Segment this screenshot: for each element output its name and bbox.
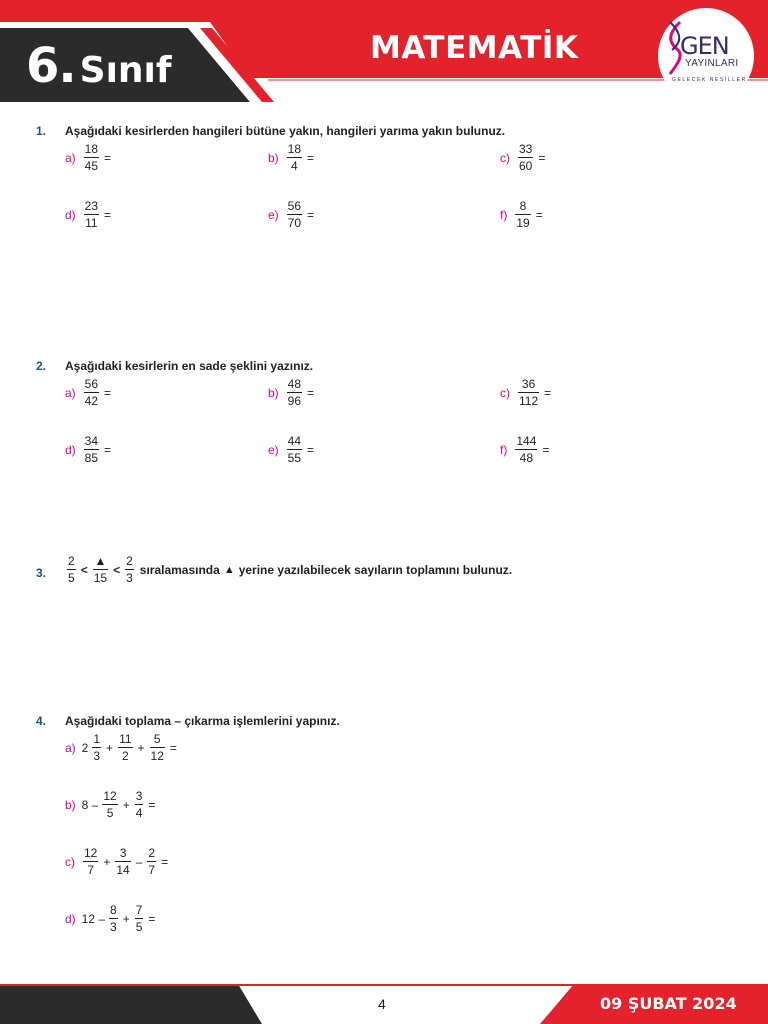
q1-item-e [268, 199, 317, 230]
fraction [102, 789, 117, 820]
page-number: 4 [378, 996, 386, 1012]
item-label: f) [500, 207, 508, 222]
fraction [515, 434, 537, 465]
denominator: 5 [68, 571, 75, 585]
denominator: 3 [93, 749, 101, 763]
equals-sign: = [148, 911, 156, 926]
q1-item-c [500, 142, 548, 173]
q4-item-d [65, 903, 158, 934]
denominator: 4 [135, 806, 143, 820]
logo-tagline: GELECEK NESİLLER [672, 77, 747, 83]
fraction [515, 199, 530, 230]
q1-item-d [65, 199, 114, 230]
q2-item-e [268, 434, 317, 465]
numerator: 33 [519, 142, 533, 156]
numerator: 5 [153, 732, 161, 746]
numerator: 11 [119, 732, 132, 746]
item-label: b) [268, 385, 279, 400]
whole-number: 8 – [81, 797, 99, 812]
denominator: 15 [93, 571, 108, 585]
question-number: 4. [36, 714, 47, 728]
equals-sign: = [307, 207, 315, 222]
q2-item-f [500, 434, 552, 465]
q3-inequality [65, 554, 512, 585]
q2-item-a [65, 377, 114, 408]
numerator: 8 [110, 903, 117, 917]
item-label: e) [268, 207, 279, 222]
triangle-icon: ▲ [223, 563, 235, 576]
page-footer [0, 984, 768, 1024]
item-label: b) [268, 150, 279, 165]
denominator: 60 [519, 159, 533, 173]
q2-item-d [65, 434, 114, 465]
equals-sign: = [307, 442, 315, 457]
denominator: 14 [116, 863, 130, 877]
fraction [118, 732, 132, 763]
fraction [135, 903, 144, 934]
numerator: 34 [84, 434, 99, 448]
numerator: 8 [519, 199, 527, 213]
item-label: a) [65, 740, 76, 755]
equals-sign: = [307, 150, 315, 165]
denominator: 12 [150, 749, 164, 763]
item-label: c) [65, 854, 75, 869]
numerator: 12 [84, 846, 98, 860]
denominator: 2 [121, 749, 129, 763]
logo-publisher: YAYINLARI [685, 58, 739, 69]
fraction [135, 789, 144, 820]
numerator: 1 [93, 732, 101, 746]
numerator: 18 [84, 142, 99, 156]
question-number: 3. [36, 566, 47, 580]
numerator: 2 [148, 846, 156, 860]
fraction [518, 142, 533, 173]
question-text: Aşağıdaki kesirlerin en sade şeklini yazınız. [65, 359, 314, 373]
denominator: 42 [84, 394, 99, 408]
whole-number: 2 [81, 740, 89, 755]
item-label: a) [65, 150, 76, 165]
denominator: 45 [84, 159, 99, 173]
equals-sign: = [104, 385, 112, 400]
fraction [84, 199, 99, 230]
equals-sign: = [161, 854, 169, 869]
whole-number: 12 – [81, 911, 106, 926]
fraction [84, 434, 99, 465]
denominator: 4 [291, 159, 298, 173]
fraction [150, 732, 165, 763]
q1-item-a [65, 142, 114, 173]
grade-title [26, 38, 172, 94]
item-label: f) [500, 442, 508, 457]
fraction [93, 554, 108, 585]
item-label: d) [65, 442, 76, 457]
plus-sign: + [106, 740, 114, 755]
question-text: Aşağıdaki toplama – çıkarma işlemlerini yapınız. [65, 714, 340, 728]
denominator: 85 [84, 451, 99, 465]
equals-sign: = [148, 797, 156, 812]
footer-date: 09 ŞUBAT 2024 [600, 994, 737, 1013]
denominator: 3 [110, 920, 117, 934]
publisher-logo [658, 8, 754, 104]
item-label: c) [500, 150, 510, 165]
plus-sign: + [122, 797, 130, 812]
question-number: 1. [36, 124, 47, 138]
q4-item-a [65, 732, 180, 763]
numerator: 144 [516, 434, 537, 448]
fraction [518, 377, 539, 408]
less-than-sign: < [113, 562, 121, 577]
fraction [287, 199, 302, 230]
q4-item-c [65, 846, 171, 877]
numerator: 48 [287, 377, 302, 391]
denominator: 11 [85, 216, 98, 230]
question-number: 2. [36, 359, 47, 373]
subject-title: MATEMATİK [370, 30, 579, 66]
equals-sign: = [104, 150, 112, 165]
equals-sign: = [104, 442, 112, 457]
item-label: d) [65, 207, 76, 222]
numerator: 44 [287, 434, 302, 448]
fraction [287, 377, 302, 408]
numerator: 2 [68, 554, 75, 568]
plus-sign: + [137, 740, 145, 755]
grade-number: 6. [26, 38, 76, 94]
triangle-icon: ▲ [94, 554, 107, 568]
item-label: c) [500, 385, 510, 400]
item-label: d) [65, 911, 76, 926]
denominator: 55 [287, 451, 302, 465]
numerator: 12 [103, 789, 117, 803]
fraction [67, 554, 76, 585]
numerator: 56 [84, 377, 99, 391]
plus-sign: + [103, 854, 111, 869]
question-text: Aşağıdaki kesirlerden hangileri bütüne yakın, hangileri yarıma yakın bulunuz. [65, 124, 506, 138]
denominator: 7 [87, 863, 95, 877]
numerator: 56 [287, 199, 302, 213]
item-label: b) [65, 797, 76, 812]
fraction [109, 903, 118, 934]
item-label: a) [65, 385, 76, 400]
denominator: 96 [287, 394, 302, 408]
denominator: 5 [106, 806, 114, 820]
fraction [92, 732, 101, 763]
grade-text: Sınıf [79, 50, 172, 91]
fraction [83, 846, 98, 877]
denominator: 70 [287, 216, 302, 230]
equals-sign: = [169, 740, 177, 755]
numerator: 23 [84, 199, 99, 213]
minus-sign: – [135, 854, 143, 869]
logo-gen: GEN [680, 32, 729, 60]
equals-sign: = [544, 385, 552, 400]
page-header [0, 0, 768, 104]
fraction [147, 846, 156, 877]
plus-sign: + [122, 911, 130, 926]
fraction [84, 142, 99, 173]
equals-sign: = [542, 442, 550, 457]
equals-sign: = [307, 385, 315, 400]
denominator: 7 [148, 863, 156, 877]
q1-item-f [500, 199, 546, 230]
numerator: 3 [119, 846, 127, 860]
denominator: 3 [126, 571, 133, 585]
numerator: 7 [135, 903, 143, 917]
less-than-sign: < [80, 562, 88, 577]
fraction [125, 554, 134, 585]
numerator: 3 [135, 789, 143, 803]
question-text-b: yerine yazılabilecek sayıların toplamını bulunuz. [238, 562, 513, 577]
fraction [287, 434, 302, 465]
fraction [84, 377, 99, 408]
item-label: e) [268, 442, 279, 457]
denominator: 19 [516, 216, 530, 230]
denominator: 48 [519, 451, 534, 465]
equals-sign: = [104, 207, 112, 222]
fraction [115, 846, 130, 877]
numerator: 36 [521, 377, 536, 391]
q2-item-c [500, 377, 554, 408]
equals-sign: = [535, 207, 543, 222]
question-text-a: sıralamasında [139, 562, 220, 577]
q4-item-b [65, 789, 158, 820]
q1-item-b [268, 142, 317, 173]
q2-item-b [268, 377, 317, 408]
fraction [287, 142, 302, 173]
equals-sign: = [538, 150, 546, 165]
numerator: 18 [287, 142, 302, 156]
numerator: 2 [126, 554, 133, 568]
denominator: 112 [519, 394, 539, 408]
denominator: 5 [135, 920, 143, 934]
